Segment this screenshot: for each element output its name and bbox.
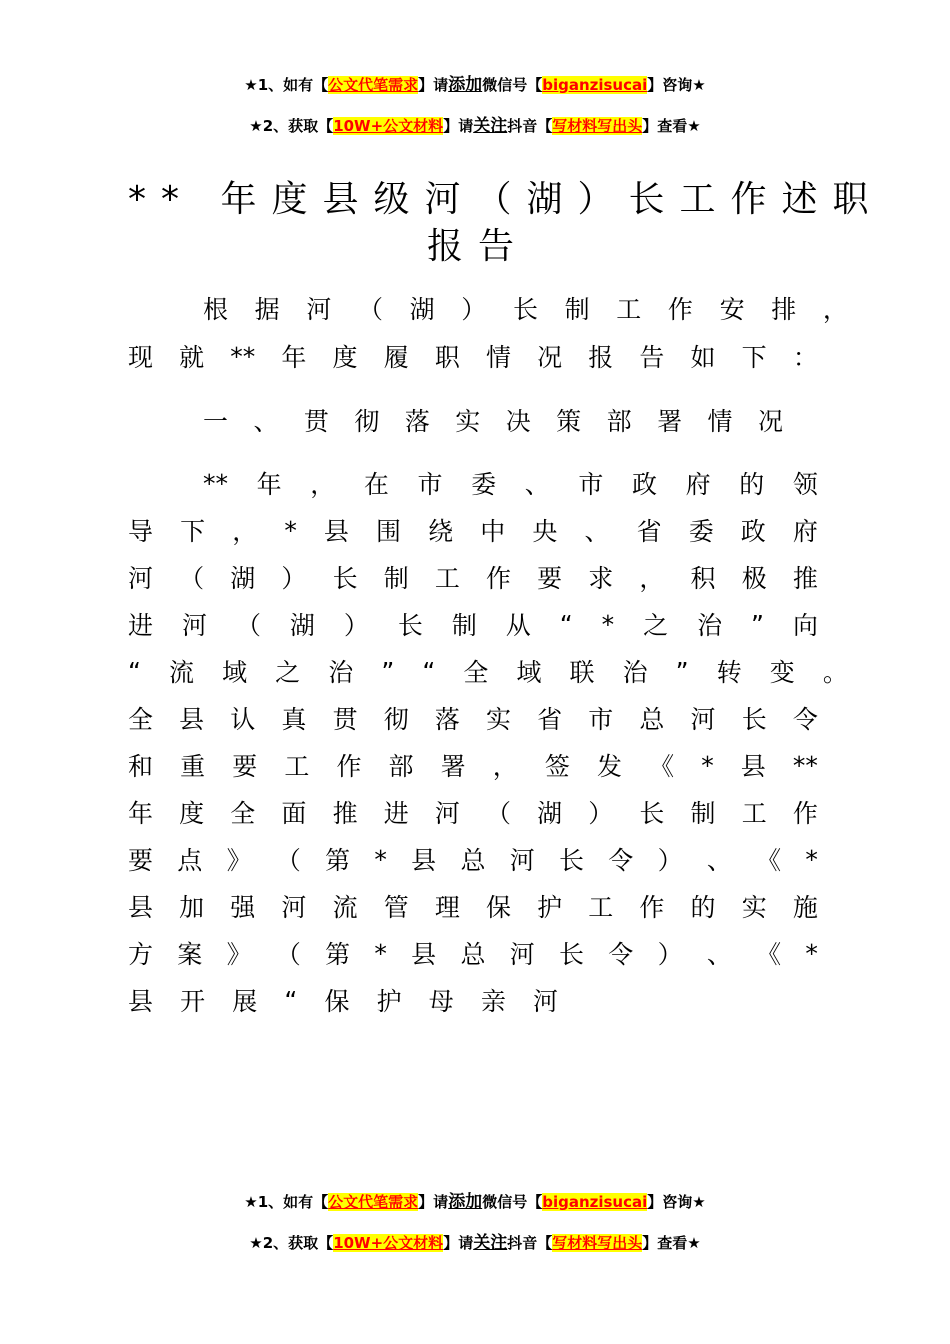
ad-line-1-bottom [0, 1187, 950, 1212]
char: 第 [325, 846, 351, 875]
ad-highlight[interactable]: 10W+公文材料 [333, 1234, 444, 1252]
char: 开 [180, 987, 206, 1016]
char: 河 [128, 564, 154, 593]
char: 重 [180, 752, 206, 781]
body-line [128, 935, 818, 971]
char: 签 [544, 752, 570, 781]
char: 县 [128, 893, 154, 922]
document-title-cont: 报告 [426, 226, 529, 267]
char: 总 [639, 705, 665, 734]
char: 情 [707, 407, 733, 436]
char: 联 [569, 658, 595, 687]
char: 变 [769, 658, 795, 687]
char: 部 [606, 407, 632, 436]
char: 中 [480, 517, 506, 546]
char: 长 [332, 564, 358, 593]
char: 工 [434, 564, 460, 593]
char: 真 [281, 705, 307, 734]
char: 施 [792, 893, 818, 922]
char: 彻 [354, 407, 380, 436]
char: 要 [128, 846, 154, 875]
char: 况 [757, 407, 783, 436]
char: （ [357, 295, 383, 324]
char: 推 [332, 799, 358, 828]
char: 一 [203, 407, 229, 436]
ad-text: 】咨询★ [647, 1193, 706, 1211]
char: 实 [741, 893, 767, 922]
char: 工 [284, 752, 310, 781]
char: * [374, 938, 387, 968]
char: 河 [690, 705, 716, 734]
char: 治 [328, 658, 354, 687]
char: 、 [524, 470, 550, 499]
char: 作 [639, 893, 665, 922]
body-line [128, 559, 818, 595]
char: 根 [203, 295, 229, 324]
char: 的 [690, 893, 716, 922]
char: 政 [740, 517, 766, 546]
char: 河 [306, 295, 332, 324]
body-line [128, 606, 818, 642]
char: 绕 [428, 517, 454, 546]
char: 全 [463, 658, 489, 687]
char: 告 [639, 343, 665, 372]
char: 理 [434, 893, 460, 922]
char: 、 [706, 940, 732, 969]
char: 加 [179, 893, 205, 922]
char: （ [235, 611, 261, 640]
char: 作 [792, 799, 818, 828]
char: 亲 [480, 987, 506, 1016]
ad-text: 】咨询★ [647, 76, 706, 94]
char: 湖 [289, 611, 315, 640]
char: ： [792, 343, 818, 372]
char: 县 [179, 705, 205, 734]
char: 河 [509, 846, 535, 875]
char: 委 [688, 517, 714, 546]
char: 治 [622, 658, 648, 687]
char: （ [179, 564, 205, 593]
char: 制 [690, 799, 716, 828]
char: 点 [177, 846, 203, 875]
ad-emphasis: 添加 [448, 75, 483, 95]
char: ” [751, 609, 764, 639]
char: ） [657, 846, 683, 875]
intro-line [203, 290, 848, 326]
char: 县 [323, 517, 349, 546]
char: 县 [411, 940, 437, 969]
ad-text: 微信号【 [482, 1193, 543, 1211]
char: 《 [756, 940, 782, 969]
char: 工 [616, 295, 642, 324]
char: 转 [716, 658, 742, 687]
char: 要 [537, 564, 563, 593]
char: 、 [253, 407, 279, 436]
char: 县 [128, 987, 154, 1016]
char: 护 [537, 893, 563, 922]
char: 下 [741, 343, 767, 372]
char: 认 [230, 705, 256, 734]
char: 长 [639, 799, 665, 828]
char: 令 [608, 940, 634, 969]
char: * [601, 609, 615, 639]
char: 就 [179, 343, 205, 372]
char: ， [310, 470, 336, 499]
char: 长 [559, 940, 585, 969]
ad-highlight[interactable]: biganzisucai [542, 1193, 648, 1211]
ad-text: ★2、获取【 [249, 117, 334, 135]
body-line [128, 747, 818, 783]
char: 、 [584, 517, 610, 546]
char: 之 [275, 658, 301, 687]
char: 年 [128, 799, 154, 828]
body-line [203, 465, 818, 501]
char: 的 [739, 470, 765, 499]
char: ** [230, 341, 256, 371]
char: “ [559, 609, 573, 639]
ad-highlight[interactable]: 公文代笔需求 [328, 1193, 419, 1211]
char: 强 [230, 893, 256, 922]
char: 》 [226, 940, 252, 969]
char: * [701, 750, 714, 780]
char: 域 [516, 658, 542, 687]
char: 求 [588, 564, 614, 593]
ad-emphasis: 关注 [473, 116, 508, 136]
char: 下 [180, 517, 206, 546]
ad-text: 】查看★ [642, 1234, 701, 1252]
char: 保 [485, 893, 511, 922]
char: * [805, 938, 818, 968]
document-title: ** 年度县级河（湖）长工作述职 [128, 179, 884, 220]
char: 全 [230, 799, 256, 828]
char: 情 [485, 343, 511, 372]
ad-text: 抖音【 [507, 117, 553, 135]
char: 湖 [409, 295, 435, 324]
char: 推 [792, 564, 818, 593]
char: 年 [256, 470, 282, 499]
char: 府 [685, 470, 711, 499]
ad-highlight[interactable]: 写材料写出头 [552, 117, 643, 135]
char: 工 [588, 893, 614, 922]
ad-text: 】请 [443, 117, 474, 135]
ad-line-2 [0, 111, 950, 136]
char: 央 [532, 517, 558, 546]
char: 治 [697, 611, 723, 640]
char: （ [275, 940, 301, 969]
char: ， [639, 564, 665, 593]
char: 展 [232, 987, 258, 1016]
char: 导 [128, 517, 154, 546]
ad-text: 抖音【 [507, 1234, 553, 1252]
char: 工 [741, 799, 767, 828]
char: 落 [434, 705, 460, 734]
char: 要 [232, 752, 258, 781]
char: 制 [383, 564, 409, 593]
char: 积 [690, 564, 716, 593]
body-line [128, 700, 818, 736]
section-heading [203, 402, 783, 438]
char: 河 [181, 611, 207, 640]
char: （ [275, 846, 301, 875]
char: 彻 [383, 705, 409, 734]
ad-text: 】查看★ [642, 117, 701, 135]
ad-highlight[interactable]: 公文代笔需求 [328, 76, 419, 94]
body-line [128, 982, 558, 1018]
char: 管 [383, 893, 409, 922]
char: 长 [559, 846, 585, 875]
ad-highlight[interactable]: 写材料写出头 [552, 1234, 643, 1252]
char: 排 [771, 295, 797, 324]
char: ） [281, 564, 307, 593]
char: 河 [281, 893, 307, 922]
char: 实 [485, 705, 511, 734]
char: 年 [281, 343, 307, 372]
char: 省 [636, 517, 662, 546]
char: 流 [169, 658, 195, 687]
ad-highlight[interactable]: 10W+公文材料 [333, 117, 444, 135]
char: 长 [397, 611, 423, 640]
char: 令 [792, 705, 818, 734]
char: 策 [556, 407, 582, 436]
ad-line-1 [0, 70, 950, 95]
char: 署 [440, 752, 466, 781]
body-line [128, 512, 818, 548]
char: “ [128, 656, 141, 686]
char: ** [792, 750, 818, 780]
char: 如 [690, 343, 716, 372]
char: “ [284, 985, 298, 1015]
char: ” [381, 656, 395, 686]
char: 作 [336, 752, 362, 781]
char: ， [822, 295, 848, 324]
char: 安 [719, 295, 745, 324]
char: 方 [128, 940, 154, 969]
char: ， [232, 517, 258, 546]
ad-text: 】请 [418, 1193, 449, 1211]
char: 现 [128, 343, 154, 372]
char: 向 [792, 611, 818, 640]
ad-text: 】请 [443, 1234, 474, 1252]
char: 市 [578, 470, 604, 499]
char: 总 [460, 846, 486, 875]
char: 度 [179, 799, 205, 828]
char: “ [422, 656, 436, 686]
char: 实 [455, 407, 481, 436]
char: 制 [451, 611, 477, 640]
char: 第 [325, 940, 351, 969]
body-line [128, 653, 848, 689]
char: * [805, 844, 818, 874]
char: 部 [388, 752, 414, 781]
char: 况 [537, 343, 563, 372]
char: 发 [596, 752, 622, 781]
char: 报 [588, 343, 614, 372]
char: ** [203, 468, 228, 498]
char: 履 [383, 343, 409, 372]
char: 母 [428, 987, 454, 1016]
ad-emphasis: 关注 [473, 1233, 508, 1253]
char: 河 [434, 799, 460, 828]
char: 《 [649, 752, 675, 781]
char: 贯 [303, 407, 329, 436]
char: 保 [324, 987, 350, 1016]
char: 落 [404, 407, 430, 436]
ad-line-2-bottom [0, 1228, 950, 1253]
ad-text: 】请 [418, 76, 449, 94]
char: （ [485, 799, 511, 828]
char: 府 [792, 517, 818, 546]
char: 据 [254, 295, 280, 324]
char: 进 [383, 799, 409, 828]
char: 》 [226, 846, 252, 875]
char: 长 [741, 705, 767, 734]
char: ） [343, 611, 369, 640]
char: ， [492, 752, 518, 781]
char: 流 [332, 893, 358, 922]
char: 委 [471, 470, 497, 499]
char: 河 [509, 940, 535, 969]
char: 县 [740, 752, 766, 781]
char: 度 [332, 343, 358, 372]
char: 围 [376, 517, 402, 546]
char: ” [675, 656, 689, 686]
ad-text: ★2、获取【 [249, 1234, 334, 1252]
body-line [128, 888, 818, 924]
char: 湖 [537, 799, 563, 828]
char: 在 [363, 470, 389, 499]
char: 制 [564, 295, 590, 324]
char: 作 [667, 295, 693, 324]
intro-line [128, 338, 818, 374]
ad-text: ★1、如有【 [244, 76, 329, 94]
char: 极 [741, 564, 767, 593]
char: 域 [222, 658, 248, 687]
char: 进 [128, 611, 154, 640]
char: 从 [505, 611, 531, 640]
char: 决 [505, 407, 531, 436]
char: 省 [537, 705, 563, 734]
body-line [128, 841, 818, 877]
char: 署 [657, 407, 683, 436]
char: 作 [485, 564, 511, 593]
char: 县 [411, 846, 437, 875]
char: 护 [376, 987, 402, 1016]
body-line [128, 794, 818, 830]
char: 、 [706, 846, 732, 875]
char: 全 [128, 705, 154, 734]
ad-text: 微信号【 [482, 76, 543, 94]
char: 贯 [332, 705, 358, 734]
char: 领 [792, 470, 818, 499]
char: ） [657, 940, 683, 969]
char: 职 [434, 343, 460, 372]
char: 市 [417, 470, 443, 499]
char: * [374, 844, 387, 874]
char: ） [588, 799, 614, 828]
char: ） [461, 295, 487, 324]
char: 湖 [230, 564, 256, 593]
ad-emphasis: 添加 [448, 1192, 483, 1212]
char: 政 [631, 470, 657, 499]
char: 河 [532, 987, 558, 1016]
char: 。 [822, 658, 848, 687]
char: 总 [460, 940, 486, 969]
char: 案 [177, 940, 203, 969]
char: 和 [128, 752, 154, 781]
ad-text: ★1、如有【 [244, 1193, 329, 1211]
char: 长 [512, 295, 538, 324]
char: * [284, 515, 297, 545]
char: 之 [643, 611, 669, 640]
char: 《 [756, 846, 782, 875]
char: 面 [281, 799, 307, 828]
char: 市 [588, 705, 614, 734]
ad-highlight[interactable]: biganzisucai [542, 76, 648, 94]
char: 令 [608, 846, 634, 875]
